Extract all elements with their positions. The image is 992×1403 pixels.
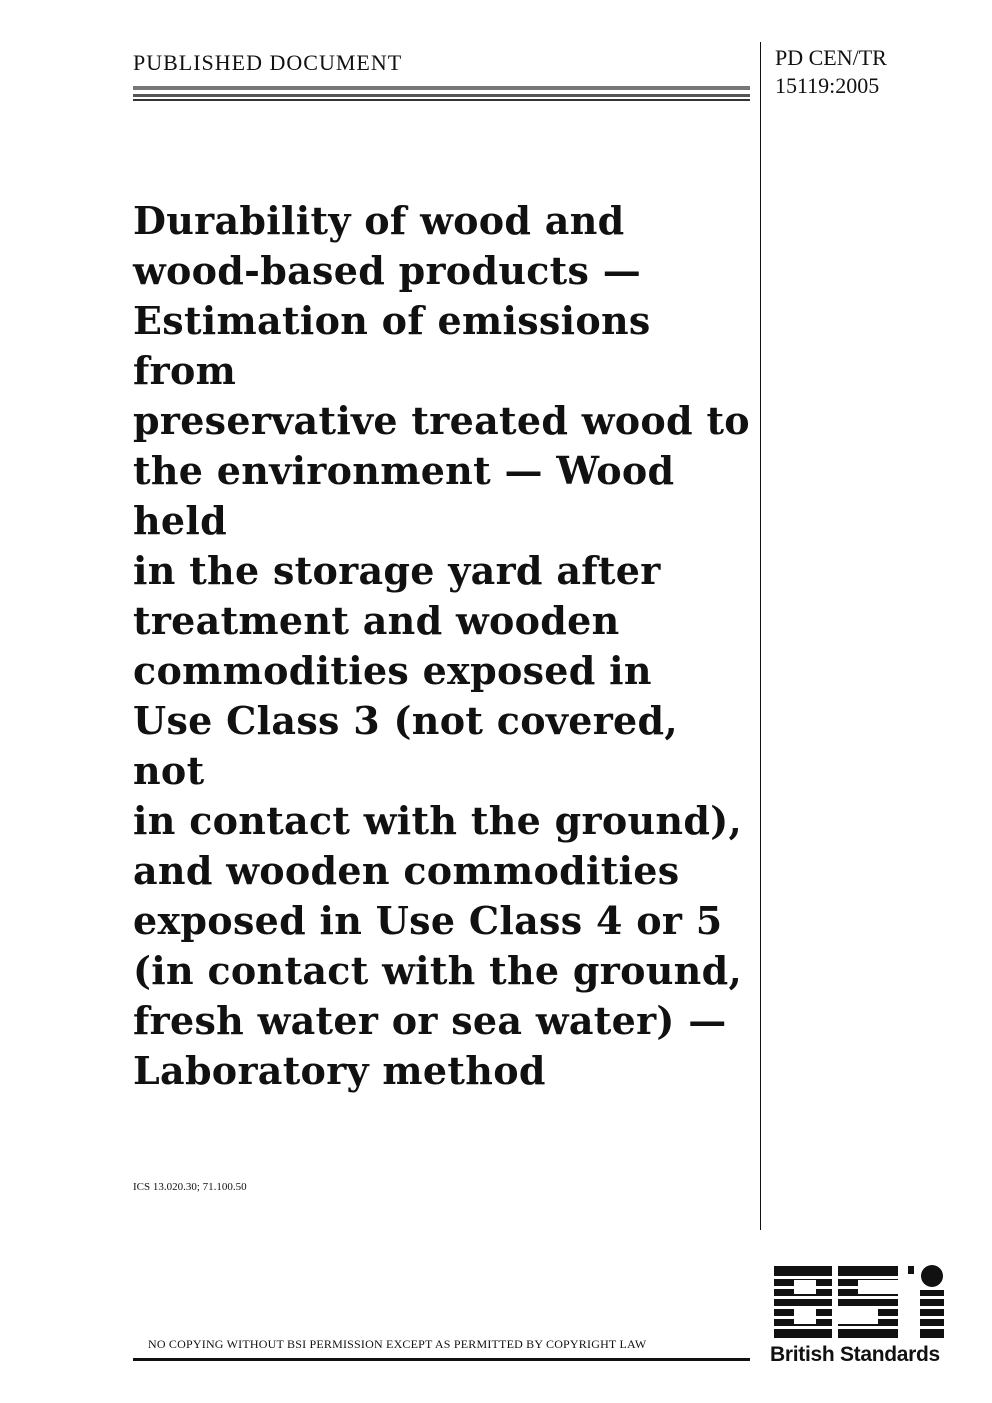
copyright-notice: NO COPYING WITHOUT BSI PERMISSION EXCEPT AS PERMITTED BY COPYRIGHT LAW (148, 1337, 647, 1351)
footer-rule (133, 1358, 750, 1361)
header-rule-2 (133, 94, 750, 97)
header-rule-3 (133, 99, 750, 101)
vertical-divider (760, 42, 761, 1230)
ics-code: ICS 13.020.30; 71.100.50 (133, 1181, 247, 1193)
publication-type-label: PUBLISHED DOCUMENT (133, 50, 403, 75)
header-rule-1 (133, 86, 750, 90)
bsi-logo-letter-i (908, 1265, 944, 1338)
document-reference (775, 44, 887, 100)
document-reference-line-2: 15119:2005 (775, 73, 880, 98)
bsi-logo-caption: British Standards (770, 1343, 940, 1366)
document-reference-line-1: PD CEN/TR (775, 45, 887, 70)
bsi-logo-letter-b (774, 1266, 832, 1338)
bsi-logo-letter-s (838, 1266, 898, 1338)
document-title: Durability of wood and wood-based products — Estimation of emissions from preservative treated wood to the environment — Wood held in the storage yard after treatment and wooden commodities exposed in Use Class 3 (not covered, not in contact with the ground), and wooden commodities exposed in Use Class 4 or 5 (in contact with the ground, fresh water or sea water) — Laboratory method (133, 198, 750, 1093)
